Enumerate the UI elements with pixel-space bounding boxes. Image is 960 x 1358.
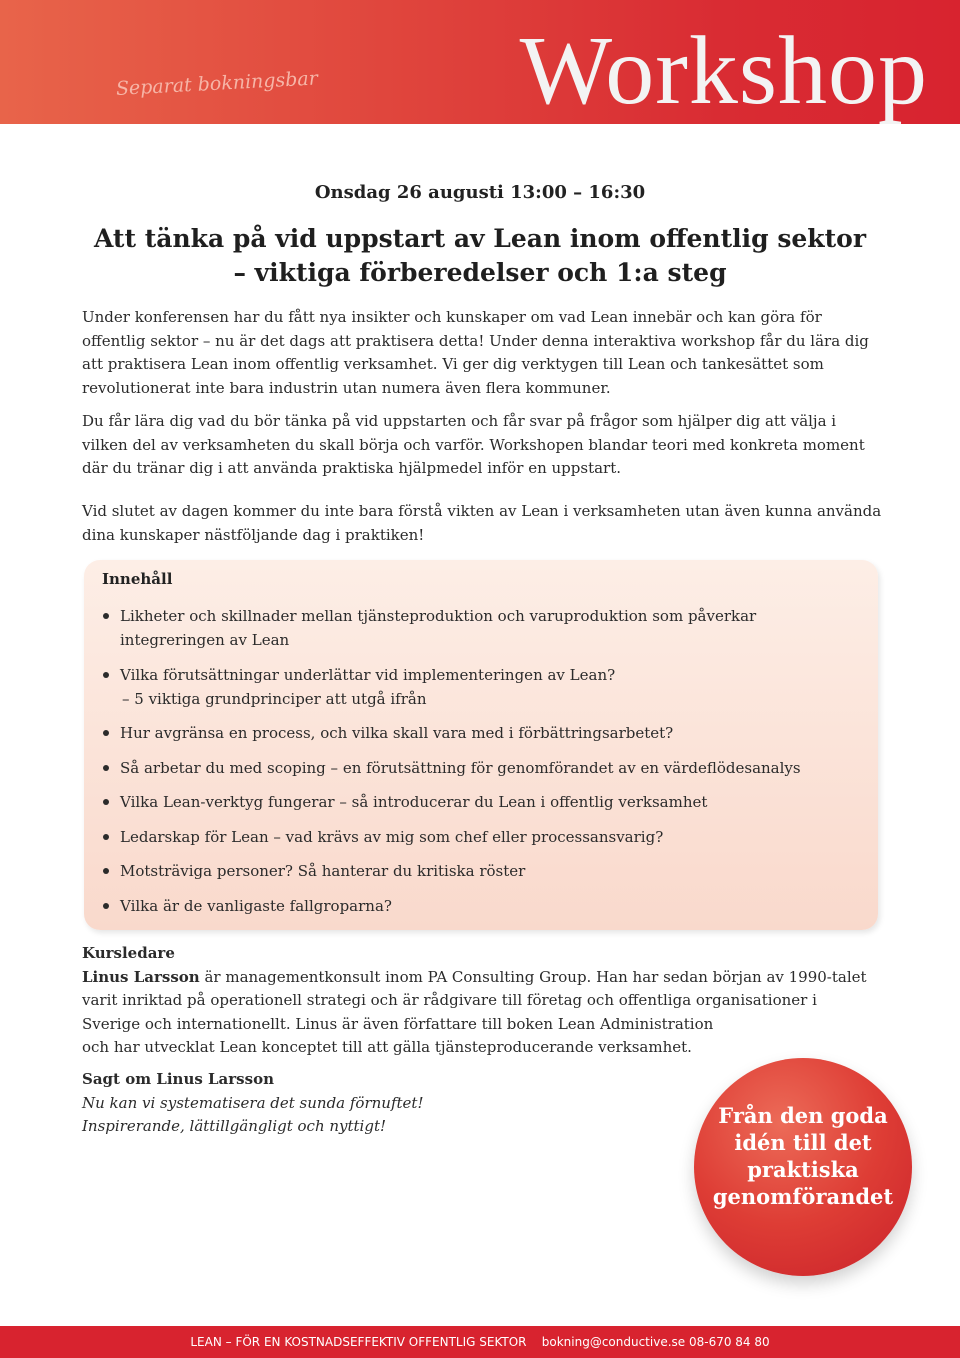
intro-paragraph-1: Under konferensen har du fått nya insikter och kunskaper om vad Lean innebär och kan göra för offentlig sektor – nu är det dags att praktisera detta! Under denna interaktiva workshop får du lära dig att praktisera Lean inom offentlig verksamhet. Vi ger dig verktygen till Lean och tankesättet som revolutionerat inte bara industrin utan numera även flera kommuner. (82, 308, 869, 397)
leader-bio-line-1: Linus Larsson är managementkonsult inom PA Consulting Group. Han har sedan början av 1990-talet (82, 967, 867, 986)
slogan-text: Från den goda idén till det praktiska genomförandet (712, 1103, 894, 1209)
list-item: Vilka Lean-verktyg fungerar – så introducerar du Lean i offentlig verksamhet (102, 790, 862, 814)
header-banner (0, 0, 960, 124)
list-item: Motsträviga personer? Så hanterar du kritiska röster (102, 859, 862, 883)
quotes-section (82, 1068, 642, 1139)
event-title-line-2: – viktiga förberedelser och 1:a steg (233, 258, 727, 287)
footer-bar (0, 1326, 960, 1358)
list-item: Hur avgränsa en process, och vilka skall vara med i förbättringsarbetet? (102, 721, 862, 745)
list-item-sub: – 5 viktiga grundprinciper att utgå ifrån (122, 689, 427, 708)
list-item: Ledarskap för Lean – vad krävs av mig som chef eller processansvarig? (102, 825, 862, 849)
intro-paragraph-2: Du får lära dig vad du bör tänka på vid uppstarten och får svar på frågor som hjälper dig att välja i vilken del av verksamheten du skall börja och varför. Workshopen blandar teori med konkreta moment där du tränar dig i att använda praktiska hjälpmedel inför en uppstart. (82, 412, 865, 477)
content-box (84, 560, 878, 930)
quotes-heading: Sagt om Linus Larsson (82, 1070, 274, 1088)
leader-section (82, 942, 882, 1060)
content-list (102, 604, 862, 928)
intro-paragraph-3: Vid slutet av dagen kommer du inte bara förstå vikten av Lean i verksamheten utan även kunna använda dina kunskaper nästföljande dag i praktiken! (82, 502, 882, 544)
list-item: Likheter och skillnader mellan tjänsteproduktion och varuproduktion som påverkar integreringen av Lean (102, 604, 780, 652)
event-title (0, 222, 960, 290)
footer-text: LEAN – FÖR EN KOSTNADSEFFEKTIV OFFENTLIG SEKTOR bokning@conductive.se 08-670 84 80 (190, 1335, 770, 1349)
leader-bio-line-3: Sverige och internationellt. Linus är även författare till boken Lean Administration (82, 1014, 714, 1033)
quote-2: Inspirerande, lättillgängligt och nyttigt! (82, 1117, 387, 1135)
header-title-overflow (0, 124, 960, 138)
slogan-circle (694, 1058, 912, 1276)
leader-bio-line-2: varit inriktad på operationell strategi och är rådgivare till företag och offentliga organisationer i (82, 991, 817, 1009)
leader-heading: Kursledare (82, 944, 175, 962)
content-heading: Innehåll (102, 570, 173, 588)
header-tagline: Separat bokningsbar (115, 67, 319, 100)
leader-name: Linus Larsson (82, 967, 200, 986)
event-title-line-1: Att tänka på vid uppstart av Lean inom offentlig sektor (93, 224, 867, 253)
event-date: Onsdag 26 augusti 13:00 – 16:30 (314, 182, 646, 203)
list-item: Så arbetar du med scoping – en förutsättning för genomförandet av en värdeflödesanalys (102, 756, 862, 780)
header-title: Workshop (519, 17, 928, 124)
quote-1: Nu kan vi systematisera det sunda förnuftet! (82, 1093, 424, 1112)
list-item: Vilka förutsättningar underlättar vid implementeringen av Lean? – 5 viktiga grundprinciper att utgå ifrån (102, 663, 862, 711)
leader-bio-line-4: och har utvecklat Lean konceptet till att gälla tjänsteproducerande verksamhet. (82, 1038, 692, 1056)
list-item: Vilka är de vanligaste fallgroparna? (102, 894, 862, 918)
